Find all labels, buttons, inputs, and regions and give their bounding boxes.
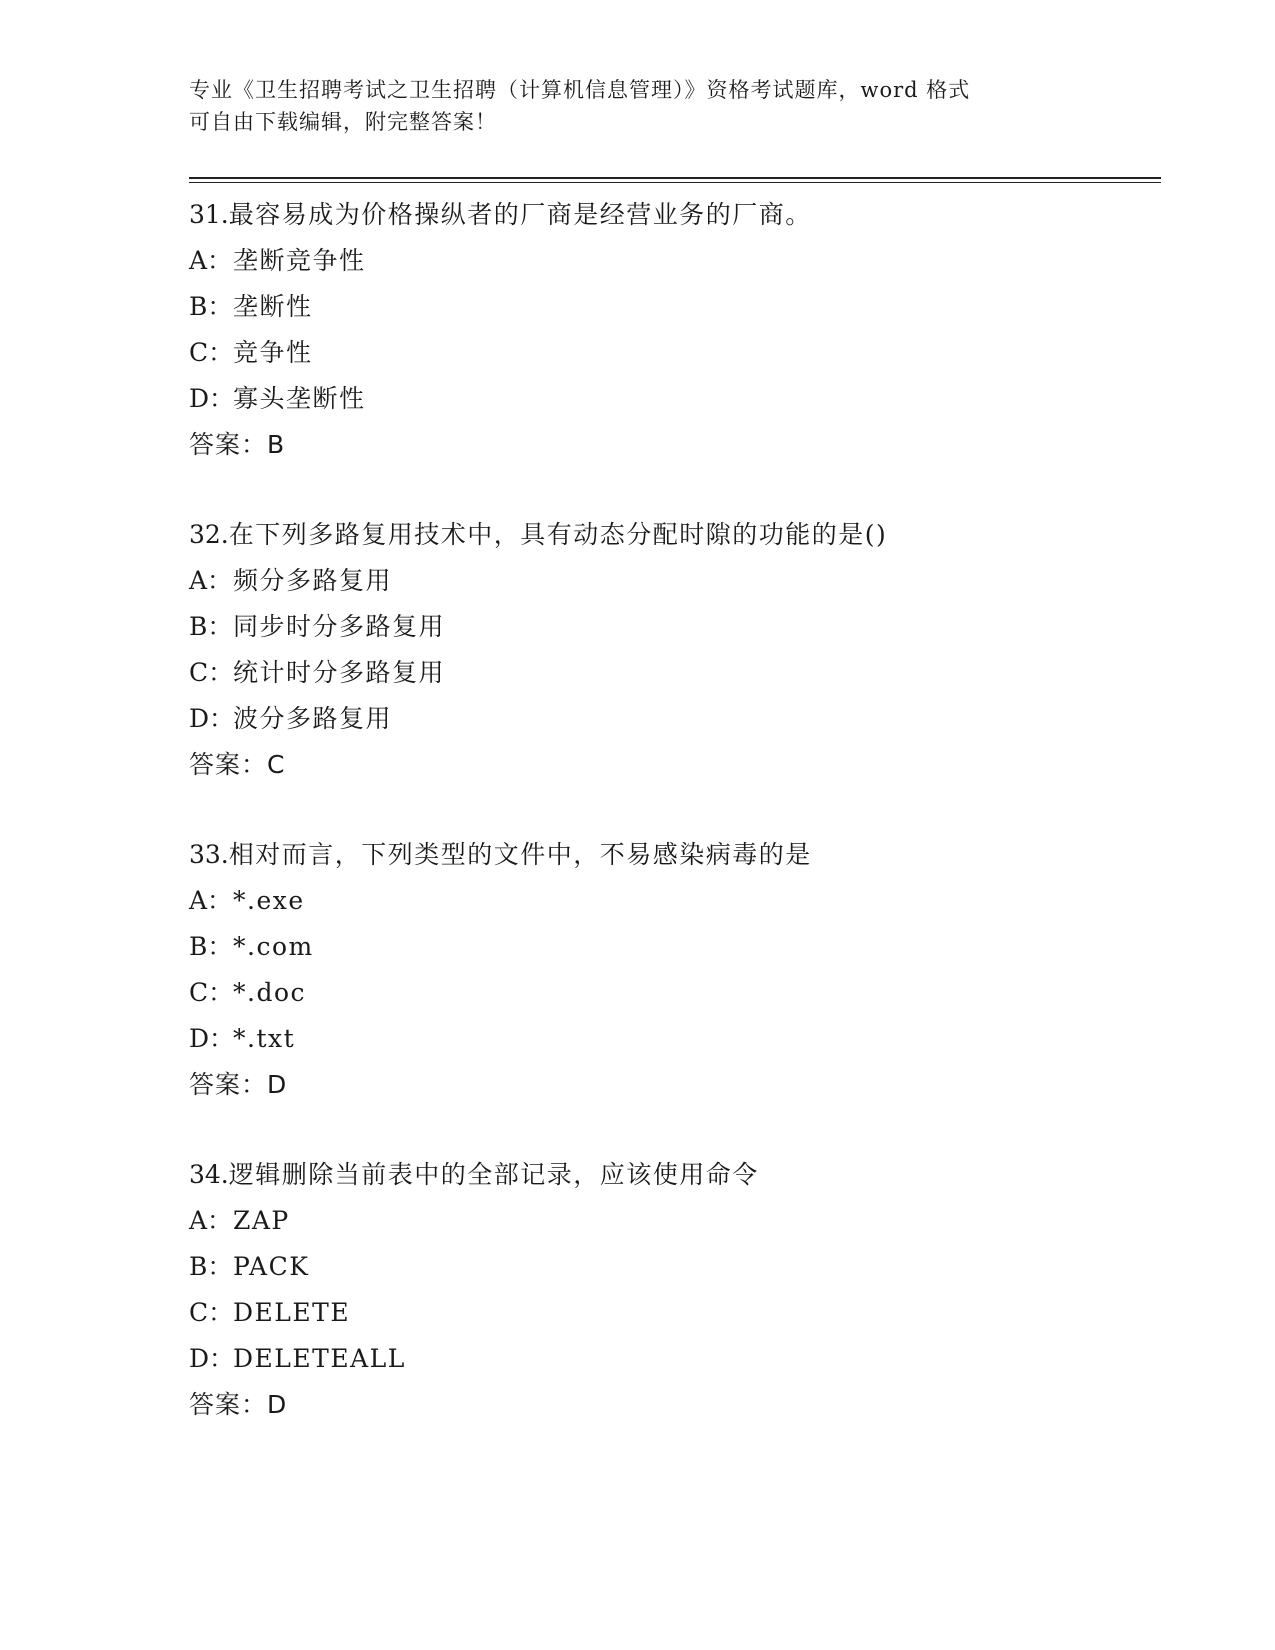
option-key: A： <box>189 1206 233 1235</box>
answer-line: 答案：D <box>189 1390 288 1419</box>
header-line-1: 专业《卫生招聘考试之卫生招聘（计算机信息管理）》资格考试题库，word 格式 <box>189 78 971 102</box>
option-b <box>189 284 1149 330</box>
option-a <box>189 558 1149 604</box>
option-text: 统计时分多路复用 <box>233 658 446 687</box>
question-text: 在下列多路复用技术中，具有动态分配时隙的功能的是() <box>228 520 888 549</box>
question-list <box>189 192 1149 1472</box>
option-text: *.com <box>233 932 314 961</box>
option-text: 同步时分多路复用 <box>233 612 446 641</box>
header-divider <box>189 177 1161 179</box>
question-34 <box>189 1152 1149 1472</box>
option-text: ZAP <box>233 1206 290 1235</box>
option-text: DELETEALL <box>233 1344 406 1373</box>
option-text: 寡头垄断性 <box>233 384 366 413</box>
question-number: 32. <box>189 520 229 549</box>
question-number: 34. <box>189 1160 229 1189</box>
question-text: 最容易成为价格操纵者的厂商是经营业务的厂商。 <box>228 200 812 229</box>
question-number: 31. <box>189 200 229 229</box>
option-text: 竞争性 <box>233 338 313 367</box>
question-32 <box>189 512 1149 832</box>
option-text: *.txt <box>233 1024 296 1053</box>
option-a <box>189 1198 1149 1244</box>
answer-line: 答案：B <box>189 430 286 459</box>
answer-line: 答案：C <box>189 750 286 779</box>
question-31 <box>189 192 1149 512</box>
option-text: *.exe <box>233 886 305 915</box>
question-stem <box>189 1152 1149 1198</box>
option-key: A： <box>189 566 233 595</box>
option-key: B： <box>189 612 233 641</box>
option-c <box>189 1290 1149 1336</box>
option-a <box>189 238 1149 284</box>
option-key: D： <box>189 384 235 413</box>
option-d <box>189 1336 1149 1382</box>
option-key: B： <box>189 932 233 961</box>
option-text: 波分多路复用 <box>233 704 393 733</box>
question-text: 逻辑删除当前表中的全部记录，应该使用命令 <box>228 1160 759 1189</box>
option-key: C： <box>189 1298 234 1327</box>
question-stem <box>189 192 1149 238</box>
option-c <box>189 650 1149 696</box>
option-text: 垄断竞争性 <box>233 246 366 275</box>
option-a <box>189 878 1149 924</box>
option-key: B： <box>189 1252 233 1281</box>
option-text: PACK <box>233 1252 310 1281</box>
option-c <box>189 970 1149 1016</box>
option-text: *.doc <box>233 978 307 1007</box>
option-b <box>189 1244 1149 1290</box>
option-key: B： <box>189 292 233 321</box>
question-33 <box>189 832 1149 1152</box>
option-key: C： <box>189 338 234 367</box>
question-number: 33. <box>189 840 229 869</box>
option-c <box>189 330 1149 376</box>
option-key: D： <box>189 704 235 733</box>
option-key: D： <box>189 1344 235 1373</box>
option-text: DELETE <box>233 1298 351 1327</box>
option-d <box>189 696 1149 742</box>
option-key: C： <box>189 978 234 1007</box>
option-key: D： <box>189 1024 235 1053</box>
option-key: A： <box>189 246 233 275</box>
option-b <box>189 924 1149 970</box>
question-text: 相对而言，下列类型的文件中，不易感染病毒的是 <box>228 840 812 869</box>
header-divider-thin <box>189 182 1161 183</box>
option-key: C： <box>189 658 234 687</box>
header-line-2: 可自由下载编辑，附完整答案！ <box>189 110 497 134</box>
option-text: 垄断性 <box>233 292 313 321</box>
document-header <box>189 74 1089 138</box>
option-b <box>189 604 1149 650</box>
question-stem <box>189 512 1149 558</box>
option-key: A： <box>189 886 233 915</box>
option-d <box>189 376 1149 422</box>
question-stem <box>189 832 1149 878</box>
answer-line: 答案：D <box>189 1070 288 1099</box>
option-d <box>189 1016 1149 1062</box>
option-text: 频分多路复用 <box>233 566 393 595</box>
